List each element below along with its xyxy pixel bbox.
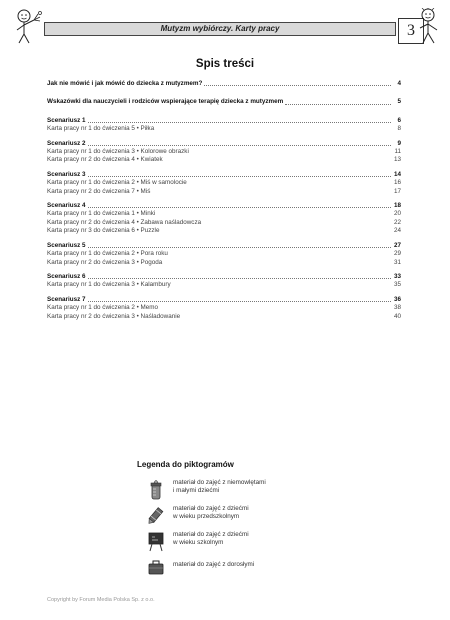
briefcase-icon [147, 556, 165, 578]
legend-item-text: materiał do zajęć z dziećmi w wieku szkolnym [173, 531, 249, 547]
legend-item [147, 504, 347, 528]
toc-subentry-label: Karta pracy nr 1 do ćwiczenia 2 • Pora roku [47, 250, 168, 258]
toc-subentry-label: Karta pracy nr 2 do ćwiczenia 3 • Naśladowanie [47, 312, 181, 320]
toc-entry-label: Wskazówki dla nauczycieli i rodziców wspierające terapię dziecka z mutyzmem [47, 98, 284, 106]
legend-item-text: materiał do zajęć z niemowlętami i małymi dziećmi [173, 479, 266, 495]
toc-title: Spis treści [195, 58, 255, 70]
toc-subentry[interactable] [47, 259, 401, 267]
toc-section-page: 36 [393, 295, 401, 303]
toc-subentry[interactable] [47, 227, 401, 235]
legend-item [147, 478, 347, 502]
toc-subentry-page: 22 [393, 218, 401, 226]
toc-section-title: Scenariusz 4 [47, 202, 86, 210]
dot-leader [88, 301, 391, 302]
toc-section-page: 18 [393, 202, 401, 210]
toc-subentry[interactable] [47, 210, 401, 218]
toc-subentry[interactable] [47, 156, 401, 164]
copyright-footer: Copyright by Forum Media Polska Sp. z o.o. [47, 597, 155, 603]
toc-subentry-page: 13 [393, 156, 401, 164]
toc-section-title: Scenariusz 3 [47, 170, 86, 178]
toc-entry-page: 4 [397, 80, 401, 87]
toc-subentry[interactable] [47, 125, 401, 133]
dot-leader [204, 85, 391, 86]
toc-subentry-label: Karta pracy nr 1 do ćwiczenia 2 • Miś w samolocie [47, 179, 187, 187]
toc-subentry[interactable] [47, 313, 401, 321]
toc-subentry[interactable] [47, 250, 401, 258]
toc-section[interactable] [47, 202, 401, 210]
toc-entry[interactable] [47, 80, 401, 88]
toc-subentry-page: 24 [393, 227, 401, 235]
toc-subentry-label: Karta pracy nr 1 do ćwiczenia 5 • Piłka [47, 125, 155, 133]
toc-subentry[interactable] [47, 179, 401, 187]
toc-subentry[interactable] [47, 219, 401, 227]
chalkboard-icon [147, 530, 165, 552]
toc-subentry-page: 8 [397, 125, 401, 133]
toc-section[interactable] [47, 117, 401, 125]
toc-subentry[interactable] [47, 148, 401, 156]
toc-subentry-label: Karta pracy nr 1 do ćwiczenia 3 • Kalambury [47, 281, 171, 289]
toc-subentry-label: Karta pracy nr 2 do ćwiczenia 3 • Pogoda [47, 258, 163, 266]
dot-leader [88, 176, 391, 177]
toc-subentry-label: Karta pracy nr 2 do ćwiczenia 4 • Kwiatek [47, 156, 163, 164]
toc-section-page: 9 [397, 139, 401, 147]
toc-subentry-label: Karta pracy nr 2 do ćwiczenia 7 • Miś [47, 187, 151, 195]
legend-title: Legenda do piktogramów [137, 460, 234, 469]
toc-entry[interactable] [47, 98, 401, 106]
toc-subentry[interactable] [47, 281, 401, 289]
legend-item-text: materiał do zajęć z dziećmi w wieku przedszkolnym [173, 505, 249, 521]
toc-section-page: 14 [393, 170, 401, 178]
baby-bottle-icon [147, 478, 165, 500]
toc-entry-page: 5 [397, 98, 401, 106]
toc-section-page: 33 [393, 272, 401, 280]
dot-leader [88, 207, 391, 208]
page-number: 3 [398, 18, 424, 44]
toc-subentry-page: 16 [393, 179, 401, 187]
toc-subentry-page: 20 [393, 210, 401, 218]
toc-subentry-page: 38 [393, 304, 401, 312]
table-of-contents [47, 80, 401, 321]
legend-item [147, 530, 347, 554]
toc-subentry-label: Karta pracy nr 1 do ćwiczenia 2 • Memo [47, 304, 159, 312]
dot-leader [285, 104, 391, 105]
toc-subentry-label: Karta pracy nr 3 do ćwiczenia 6 • Puzzle [47, 227, 160, 235]
toc-section-title: Scenariusz 1 [47, 116, 86, 124]
toc-section[interactable] [47, 296, 401, 304]
toc-section-title: Scenariusz 5 [47, 241, 86, 249]
legend-item-text: materiał do zajęć z dorosłymi [173, 561, 255, 568]
toc-subentry-label: Karta pracy nr 2 do ćwiczenia 4 • Zabawa naśladowcza [47, 218, 202, 226]
toc-entry-label: Jak nie mówić i jak mówić do dziecka z mutyzmem? [47, 80, 203, 87]
toc-subentry[interactable] [47, 304, 401, 312]
dot-leader [88, 122, 391, 123]
child-drawing-left-icon [14, 8, 44, 46]
toc-subentry-page: 40 [393, 312, 401, 320]
dot-leader [88, 278, 391, 279]
toc-section-title: Scenariusz 6 [47, 272, 86, 280]
toc-subentry-page: 11 [394, 148, 401, 156]
dot-leader [88, 247, 391, 248]
running-title: Mutyzm wybiórczy. Karty pracy [160, 24, 280, 33]
toc-subentry[interactable] [47, 188, 401, 196]
toc-section[interactable] [47, 273, 401, 281]
toc-subentry-label: Karta pracy nr 1 do ćwiczenia 3 • Kolorowe obrazki [47, 148, 189, 156]
toc-section-title: Scenariusz 7 [47, 295, 86, 303]
toc-subentry-page: 35 [393, 281, 401, 289]
toc-subentry-page: 31 [393, 258, 401, 266]
toc-subentry-page: 29 [393, 250, 401, 258]
dot-leader [88, 145, 391, 146]
toc-section[interactable] [47, 171, 401, 179]
toc-section-page: 6 [397, 116, 401, 124]
page-header [0, 0, 450, 50]
child-drawing-right-icon [414, 8, 444, 46]
toc-section-title: Scenariusz 2 [47, 139, 86, 147]
toc-subentry-label: Karta pracy nr 1 do ćwiczenia 1 • Minki [47, 210, 156, 218]
toc-section-page: 27 [393, 241, 401, 249]
toc-section[interactable] [47, 242, 401, 250]
toc-section[interactable] [47, 140, 401, 148]
legend-item [147, 556, 347, 580]
toc-subentry-page: 17 [393, 187, 401, 195]
crayon-icon [147, 504, 165, 526]
